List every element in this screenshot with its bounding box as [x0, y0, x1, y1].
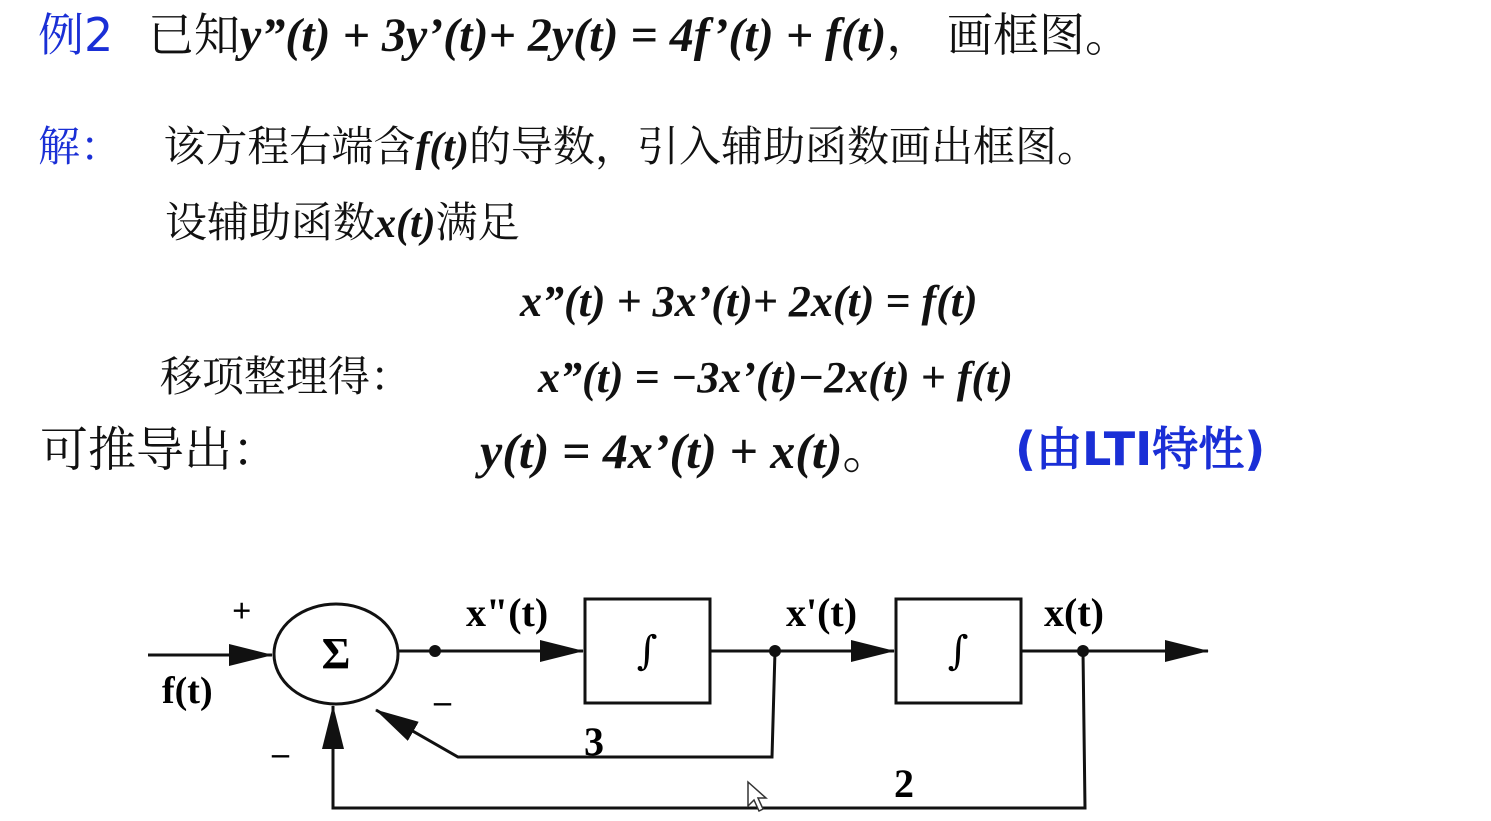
- derive-equation: y(t) = 4x’(t) + x(t): [480, 423, 843, 479]
- title-suffix: ， 画框图。: [886, 8, 1131, 62]
- rearrange-equation: x”(t) = −3x’(t)−2x(t) + f(t): [538, 353, 1013, 402]
- plus-sign: +: [232, 593, 252, 630]
- solution-ft: f(t): [415, 125, 470, 171]
- gain-2-label: 2: [894, 761, 914, 806]
- integrator-2-symbol: ∫: [947, 628, 969, 674]
- aux-equation: x”(t) + 3x’(t)+ 2x(t) = f(t): [520, 277, 978, 326]
- solution-text-before: 该方程右端含: [163, 122, 416, 171]
- junction-x1: [769, 645, 781, 657]
- signal-x2-label: x"(t): [466, 590, 549, 635]
- solution-text-after: 的导数，引入辅助函数画出框图。: [469, 122, 1100, 171]
- derive-period: 。: [842, 422, 893, 480]
- example-label: 例2: [38, 8, 114, 62]
- aux-xt: x(t): [375, 201, 436, 247]
- signal-x1-label: x'(t): [786, 590, 858, 635]
- junction-x2: [429, 645, 441, 657]
- gain-3-label: 3: [584, 719, 604, 764]
- sum-symbol: Σ: [321, 629, 351, 678]
- junction-x0: [1077, 645, 1089, 657]
- derive-label: 可推导出：: [40, 422, 281, 478]
- aux-text-after: 满足: [435, 198, 520, 247]
- lti-note: (由LTI特性): [1015, 422, 1266, 476]
- input-label: f(t): [162, 670, 213, 712]
- minus-sign-1: –: [434, 683, 451, 720]
- signal-x0-label: x(t): [1044, 590, 1104, 635]
- aux-text: 设辅助函数: [165, 198, 376, 247]
- integrator-1-symbol: ∫: [636, 628, 658, 674]
- rearrange-label: 移项整理得：: [160, 352, 413, 401]
- solution-label: 解：: [38, 122, 123, 171]
- title-text: 已知: [147, 8, 240, 62]
- title-equation: y”(t) + 3y’(t)+ 2y(t) = 4f’(t) + f(t): [239, 9, 887, 62]
- minus-sign-2: –: [272, 735, 289, 772]
